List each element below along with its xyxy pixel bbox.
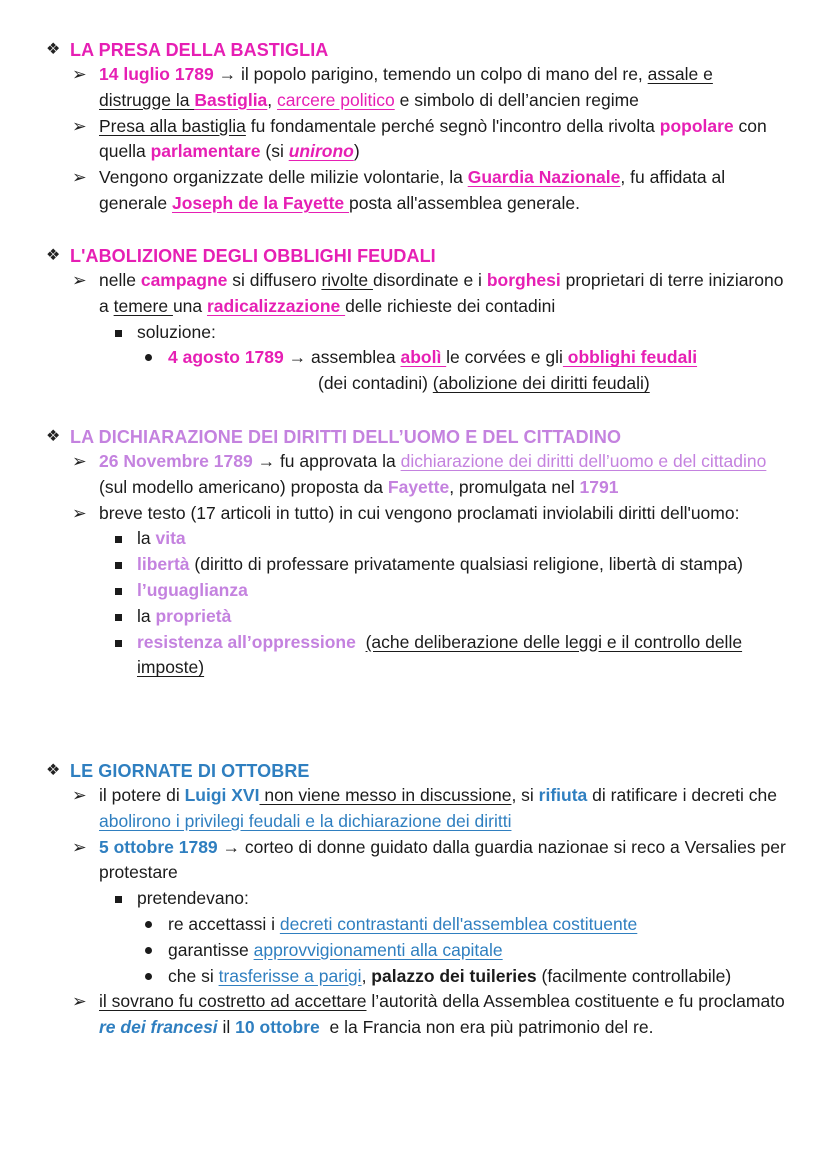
section-abolizione-obblighi [0, 244, 828, 397]
arrow-bullet-icon: ➢ [72, 451, 87, 471]
list-item: che si trasferisse a parigi, palazzo dei tuileries (facilmente controllabile) [0, 964, 828, 990]
arrow-bullet-icon: ➢ [72, 502, 87, 523]
dot-bullet-icon [145, 354, 152, 361]
square-bullet-icon [115, 562, 122, 569]
arrow-bullet-icon: ➢ [72, 991, 87, 1012]
square-bullet-icon [115, 896, 122, 903]
list-item: la proprietà [0, 604, 828, 630]
square-bullet-icon [115, 588, 122, 595]
arrow-bullet-icon: ➢ [72, 785, 87, 805]
list-item: re accettassi i decreti contrastanti dell'assemblea costituente [0, 912, 828, 938]
section-heading: ❖ LA PRESA DELLA BASTIGLIA [46, 40, 329, 60]
list-item: ➢ 26 Novembre 1789 → fu approvata la dichiarazione dei diritti dell’uomo e del cittadino (sul modello americano) proposta da Fayette, promulgata nel 1791 [72, 451, 767, 497]
list-item: ➢ 5 ottobre 1789 → corteo di donne guidato dalla guardia nazionae si reco a Versalies per protestare [72, 836, 786, 883]
list-item: libertà (diritto di professare privatamente qualsiasi religione, libertà di stampa) [0, 552, 828, 578]
dot-bullet-icon [145, 947, 152, 954]
diamond-bullet-icon: ❖ [46, 428, 61, 445]
section-heading: ❖ LA DICHIARAZIONE DEI DIRITTI DELL’UOMO E DEL CITTADINO [46, 427, 622, 447]
list-item: ➢ Vengono organizzate delle milizie volontarie, la Guardia Nazionale, fu affidata al generale Joseph de la Fayette posta all'assemblea generale. [72, 167, 726, 213]
section-giornate-ottobre [0, 759, 828, 1041]
list-item: la vita [0, 526, 828, 552]
list-item: ➢ Presa alla bastiglia fu fondamentale perché segnò l'incontro della rivolta popolare con quella parlamentare (si unirono) [72, 115, 767, 162]
section-dichiarazione-diritti [0, 425, 828, 681]
list-item: ➢ il sovrano fu costretto ad accettare l’autorità della Assemblea costituente e fu proclamato re dei francesi il 10 ottobre e la Francia non era più patrimonio del re. [72, 991, 785, 1038]
section-presa-bastiglia [0, 38, 828, 217]
bastiglia-term: Bastiglia [194, 89, 268, 110]
list-item: ➢ breve testo (17 articoli in tutto) in cui vengono proclamati inviolabili diritti dell'uomo: [0, 501, 828, 527]
list-item: ➢ 14 luglio 1789 → il popolo parigino, temendo un colpo di mano del re, assale e distrugge la Bastiglia, carcere politico e simbolo di dell’ancien regime [72, 64, 713, 110]
arrow-bullet-icon: ➢ [72, 270, 87, 290]
diamond-bullet-icon: ❖ [46, 247, 61, 264]
list-item: resistenza all’oppressione (ache deliberazione delle leggi e il controllo delle imposte) [0, 630, 828, 682]
arrow-bullet-icon: ➢ [72, 64, 87, 84]
arrow-bullet-icon: ➢ [72, 167, 87, 188]
list-item: ➢ nelle campagne si diffusero rivolte disordinate e i borghesi proprietari di terre iniziarono a temere una radicalizzazione delle richieste dei contadini [72, 270, 784, 316]
diamond-bullet-icon: ❖ [46, 41, 61, 58]
section-heading: ❖ LE GIORNATE DI OTTOBRE [46, 761, 310, 781]
list-item: l’uguaglianza [0, 578, 828, 604]
square-bullet-icon [115, 330, 122, 337]
arrow-bullet-icon: ➢ [72, 115, 87, 136]
list-item: pretendevano: [0, 886, 828, 912]
list-item: ➢ il potere di Luigi XVI non viene messo in discussione, si rifiuta di ratificare i decreti che abolirono i privilegi feudali e la dichiarazione dei diritti [72, 785, 777, 831]
diamond-bullet-icon: ❖ [46, 762, 61, 779]
arrow-bullet-icon: ➢ [72, 836, 87, 857]
dot-bullet-icon [145, 921, 152, 928]
list-item: 4 agosto 1789 → assemblea abolì le corvées e gli obblighi feudali (dei contadini) (abolizione dei diritti feudali) [0, 345, 828, 397]
list-item: soluzione: [0, 320, 828, 346]
dot-bullet-icon [145, 973, 152, 980]
square-bullet-icon [115, 536, 122, 543]
square-bullet-icon [115, 614, 122, 621]
square-bullet-icon [115, 640, 122, 647]
list-item: garantisse approvvigionamenti alla capitale [0, 938, 828, 964]
section-heading: ❖ L'ABOLIZIONE DEGLI OBBLIGHI FEUDALI [46, 246, 436, 266]
